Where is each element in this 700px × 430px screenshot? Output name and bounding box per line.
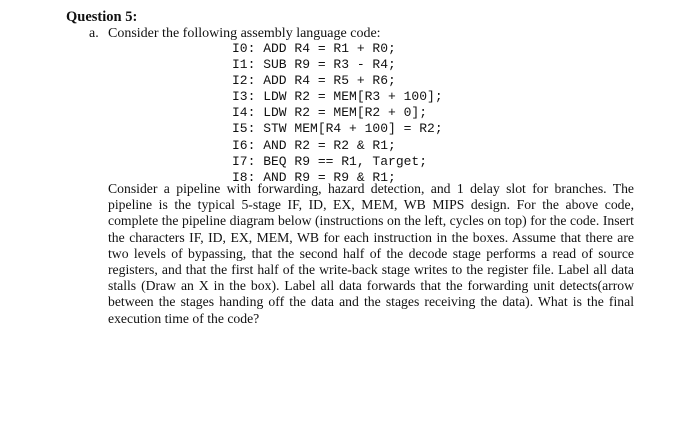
code-line-i6: I6: AND R2 = R2 & R1; (232, 137, 396, 153)
intro-text: Consider the following assembly language code: (108, 26, 381, 41)
code-line-i0: I0: ADD R4 = R1 + R0; (232, 41, 396, 56)
part-label: a. (89, 26, 99, 41)
code-line-i1: I1: SUB R9 = R3 - R4; (232, 57, 396, 73)
code-line-i5: I5: STW MEM[R4 + 100] = R2; (232, 121, 443, 137)
question-title: Question 5: (66, 9, 138, 25)
code-line-i2: I2: ADD R4 = R5 + R6; (232, 73, 396, 89)
code-line-i3: I3: LDW R2 = MEM[R3 + 100]; (232, 89, 443, 105)
assembly-code-block (232, 41, 443, 186)
question-paragraph: Consider a pipeline with forwarding, hazard detection, and 1 delay slot for branches. The pipeline is the typical 5-stage IF, ID, EX, MEM, WB MIPS design. For the above code, complete the pipeline diagram below (instructions on the left, cycles on top) for the code. Insert the characters IF, ID, EX, MEM, WB for each instruction in the boxes. Assume that there are two levels of bypassing, that the second half of the decode stage performs a read of source registers, and that the first half of the write-back stage writes to the register file. Label all data stalls (Draw an X in the box). Label all data forwards that the forwarding unit detects(arrow between the stages handing off the data and the stages receiving the data). What is the final execution time of the code? (108, 181, 634, 326)
code-line-i7: I7: BEQ R9 == R1, Target; (232, 153, 428, 169)
code-line-i8: I8: AND R9 = R9 & R1; (232, 169, 396, 185)
code-line-i4: I4: LDW R2 = MEM[R2 + 0]; (232, 105, 428, 121)
